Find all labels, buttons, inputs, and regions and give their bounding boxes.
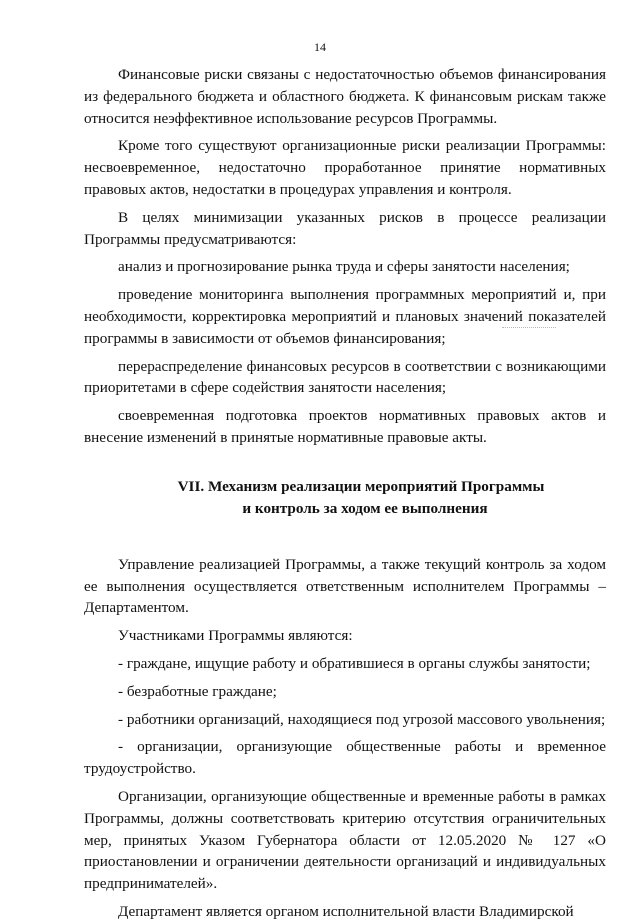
list-item-organizations: - организации, организующие общественные работы и временное трудоустройство. bbox=[84, 738, 606, 778]
list-item-workers-at-risk: - работники организаций, находящиеся под угрозой массового увольнения; bbox=[118, 710, 606, 728]
list-item-job-seekers: - граждане, ищущие работу и обратившиеся в органы службы занятости; bbox=[118, 654, 591, 672]
paragraph-management: Управление реализацией Программы, а также текущий контроль за ходом ее выполнения осуществляется ответственным исполнителем Программы – Департаментом. bbox=[84, 555, 606, 617]
list-item-legal-acts: своевременная подготовка проектов нормативных правовых актов и внесение изменений в принятые нормативные правовые акты. bbox=[84, 407, 606, 446]
paragraph-participants-intro: Участниками Программы являются: bbox=[118, 627, 353, 645]
section-heading-line-1: VII. Механизм реализации мероприятий Программы bbox=[177, 477, 545, 495]
list-item-monitoring: проведение мониторинга выполнения программных мероприятий и, при необходимости, корректировка мероприятий и плановых значений показателей программы в зависимости от объемов финансирования; bbox=[84, 286, 606, 347]
scan-smudge bbox=[502, 327, 556, 329]
paragraph-organization-criteria: Организации, организующие общественные и временные работы в рамках Программы, должны соответствовать критерию отсутствия ограничительных мер, принятых Указом Губернатора области от 12.05.2020 № 127 «О приостановлении и ограничении деятельности организаций и индивидуальных предпринимателей». bbox=[84, 787, 606, 893]
page-number: 14 bbox=[314, 40, 326, 54]
paragraph-organizational-risks: Кроме того существуют организационные риски реализации Программы: несвоевременное, недостаточно проработанное принятие нормативных правовых актов, недостатки в процедурах управления и контроля. bbox=[84, 137, 606, 198]
list-item-redistribution: перераспределение финансовых ресурсов в соответствии с возникающими приоритетами в сфере содействия занятости населения; bbox=[84, 357, 606, 397]
document-body bbox=[84, 64, 606, 923]
list-item-labor-market-analysis: анализ и прогнозирование рынка труда и сферы занятости населения; bbox=[118, 258, 570, 276]
section-heading bbox=[84, 476, 606, 520]
paragraph-financial-risks: Финансовые риски связаны с недостаточностью объемов финансирования из федерального бюджета и областного бюджета. К финансовым рискам также относится неэффективное использование ресурсов Программы. bbox=[84, 66, 606, 127]
paragraph-department: Департамент является органом исполнительной власти Владимирской bbox=[118, 902, 574, 920]
paragraph-risk-minimization: В целях минимизации указанных рисков в процессе реализации Программы предусматриваются: bbox=[84, 208, 606, 248]
list-item-unemployed: - безработные граждане; bbox=[118, 682, 277, 700]
section-heading-line-2: и контроль за ходом ее выполнения bbox=[242, 499, 488, 517]
